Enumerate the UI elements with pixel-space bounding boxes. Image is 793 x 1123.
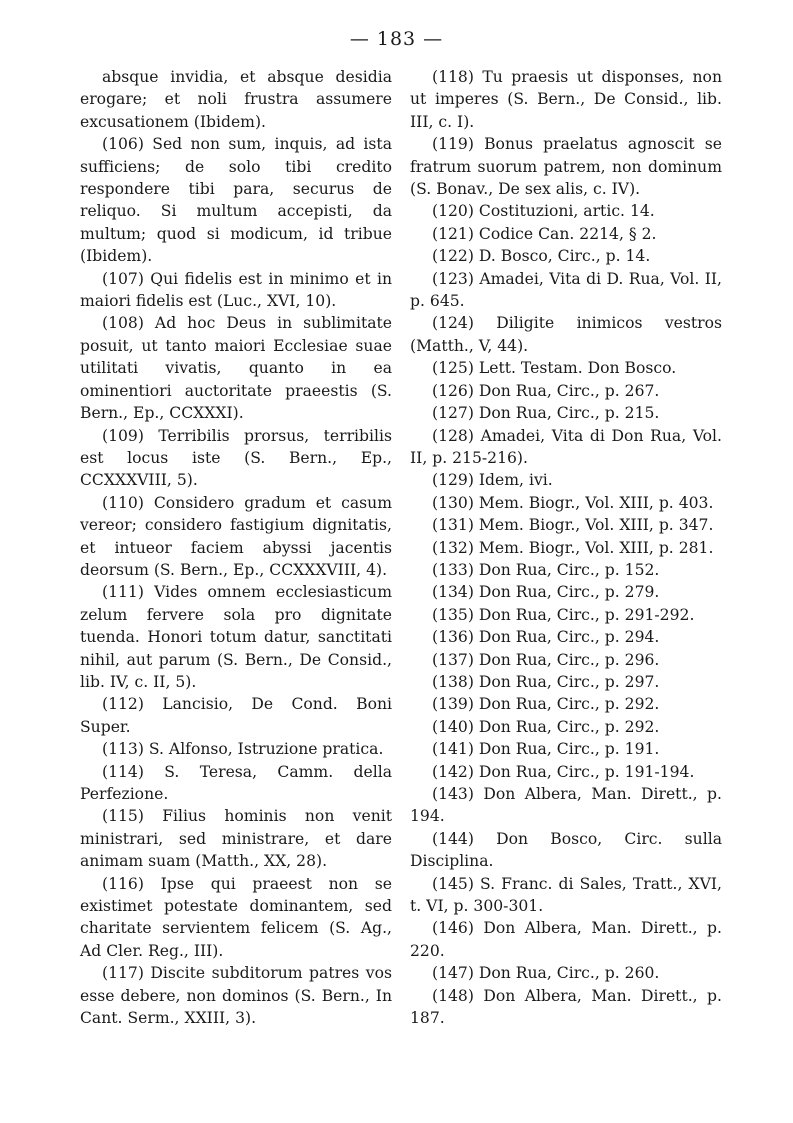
footnote-119: (119) Bonus praelatus agnoscit se fratrum suorum patrem, non dominum (S. Bonav., De sex alis, c. IV). [410, 135, 722, 199]
footnote-145: (145) S. Franc. di Sales, Tratt., XVI, t. VI, p. 300-301. [410, 874, 722, 916]
footnote-106: (106) Sed non sum, inquis, ad ista sufficiens; de solo tibi credito respondere tibi para, securus de reliquo. Si multum accepisti, da multum; quod si modicum, id tribue (Ibidem). [80, 135, 392, 266]
footnote-128: (128) Amadei, Vita di Don Rua, Vol. II, p. 215-216). [410, 426, 722, 467]
footnote-146: (146) Don Albera, Man. Dirett., p. 220. [410, 919, 722, 960]
footnote-127: (127) Don Rua, Circ., p. 215. [432, 404, 660, 423]
footnote-108: (108) Ad hoc Deus in sublimitate posuit, ut tanto maiori Ecclesiae suae utilitati vivatis, quanto in ea ominentiori auctoritate praeestis (S. Bern., Ep., CCXXXI). [80, 314, 392, 423]
footnote-107: (107) Qui fidelis est in minimo et in maiori fidelis est (Luc., XVI, 10). [80, 269, 392, 311]
footnote-133: (133) Don Rua, Circ., p. 152. [432, 560, 660, 579]
footnote-139: (139) Don Rua, Circ., p. 292. [432, 695, 660, 714]
footnote-120: (120) Costituzioni, artic. 14. [432, 202, 655, 221]
right-column [410, 66, 722, 1029]
footnote-130: (130) Mem. Biogr., Vol. XIII, p. 403. [432, 493, 714, 512]
footnote-110: (110) Considero gradum et casum vereor; considero fastigium dignitatis, et intueor faciem abyssi jacentis deorsum (S. Bern., Ep., CCXXXVIII, 4). [80, 493, 392, 579]
footnote-136: (136) Don Rua, Circ., p. 294. [432, 628, 660, 647]
footnote-124: (124) Diligite inimicos vestros (Matth., V, 44). [410, 314, 722, 355]
footnote-131: (131) Mem. Biogr., Vol. XIII, p. 347. [432, 516, 714, 535]
footnote-113: (113) S. Alfonso, Istruzione pratica. [102, 740, 384, 759]
footnote-text: absque invidia, et absque desidia erogare; et noli frustra assumere excusationem (Ibidem). [80, 68, 392, 131]
footnote-117: (117) Discite subditorum patres vos esse debere, non dominos (S. Bern., In Cant. Serm., XXIII, 3). [80, 964, 392, 1028]
footnote-125: (125) Lett. Testam. Don Bosco. [432, 359, 677, 378]
page-number: — 183 — [349, 28, 444, 50]
footnote-114: (114) S. Teresa, Camm. della Perfezione. [80, 762, 392, 803]
footnote-137: (137) Don Rua, Circ., p. 296. [432, 650, 660, 669]
footnote-143: (143) Don Albera, Man. Dirett., p. 194. [410, 785, 722, 826]
footnote-122: (122) D. Bosco, Circ., p. 14. [432, 247, 651, 266]
footnote-141: (141) Don Rua, Circ., p. 191. [432, 740, 660, 759]
footnote-148: (148) Don Albera, Man. Dirett., p. 187. [410, 986, 722, 1028]
footnote-135: (135) Don Rua, Circ., p. 291-292. [432, 605, 695, 624]
footnote-138: (138) Don Rua, Circ., p. 297. [432, 672, 660, 691]
footnote-140: (140) Don Rua, Circ., p. 292. [432, 717, 660, 736]
footnote-147: (147) Don Rua, Circ., p. 260. [432, 964, 660, 983]
footnote-132: (132) Mem. Biogr., Vol. XIII, p. 281. [432, 538, 714, 557]
footnote-118: (118) Tu praesis ut disponses, non ut imperes (S. Bern., De Consid., lib. III, c. I). [410, 68, 722, 131]
footnote-134: (134) Don Rua, Circ., p. 279. [432, 583, 660, 602]
left-column [80, 66, 392, 1029]
footnote-111: (111) Vides omnem ecclesiasticum zelum fervere sola pro dignitate tuenda. Honori totum datur, sanctitati nihil, aut parum (S. Bern., De Consid., lib. IV, c. II, 5). [80, 583, 392, 691]
footnote-142: (142) Don Rua, Circ., p. 191-194. [432, 762, 695, 781]
footnote-112: (112) Lancisio, De Cond. Boni Super. [80, 695, 392, 736]
footnote-121: (121) Codice Can. 2214, § 2. [432, 224, 657, 243]
footnote-123: (123) Amadei, Vita di D. Rua, Vol. II, p. 645. [410, 269, 722, 311]
footnote-129: (129) Idem, ivi. [432, 471, 553, 490]
footnote-109: (109) Terribilis prorsus, terribilis est locus iste (S. Bern., Ep., CCXXXVIII, 5). [80, 426, 392, 490]
footnote-116: (116) Ipse qui praeest non se existimet potestate dominantem, sed charitate servientem felicem (S. Ag., Ad Cler. Reg., III). [80, 874, 392, 960]
footnote-144: (144) Don Bosco, Circ. sulla Disciplina. [410, 829, 722, 871]
footnote-115: (115) Filius hominis non venit ministrari, sed ministrare, et dare animam suam (Matth., XX, 28). [80, 807, 392, 871]
footnote-126: (126) Don Rua, Circ., p. 267. [432, 381, 660, 400]
